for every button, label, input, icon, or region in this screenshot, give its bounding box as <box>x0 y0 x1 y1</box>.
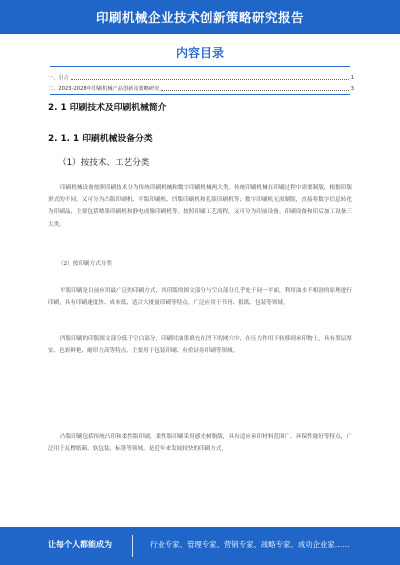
subsection-heading: （1）按技术、工艺分类 <box>58 158 150 168</box>
body-paragraph: 凹版印刷的印版图文部分低于空白部分，印刷时油墨填充在凹下的网穴中，在压力作用下转移到承印物上，具有墨层厚实、色彩鲜艳、耐印力高等特点，主要用于包装印刷、有价证券印刷等领域。 <box>48 336 352 355</box>
toc-top-rule <box>50 66 350 67</box>
page-footer <box>0 527 400 565</box>
toc-item-label: 一、引言 <box>48 75 69 81</box>
toc-item[interactable] <box>48 85 354 92</box>
toc-item[interactable] <box>48 74 354 81</box>
toc-item-label: 二、2023-2028年印刷机械产品创新及策略研究 <box>48 86 160 92</box>
body-paragraph: （2）按印刷方式分类 <box>58 261 112 267</box>
toc-bottom-rule <box>50 94 350 95</box>
body-paragraph: 凸版印刷包括传统凸印和柔性版印刷，柔性版印刷采用感光树脂版，具有适应承印材料范围广、环保性能好等特点，广泛用于瓦楞纸箱、软包装、标签等领域，是近年来发展较快的印刷方式。 <box>48 434 352 453</box>
toc-title: 内容目录 <box>175 46 224 60</box>
footer-divider <box>132 535 133 557</box>
body-paragraph: 平版印刷是目前应用最广泛的印刷方式，其印版的图文部分与空白部分几乎处于同一平面，利用油水不相溶的原理进行印刷，具有印刷速度快、成本低、适合大批量印刷等特点，广泛应用于书刊、报纸、包装等领域。 <box>48 288 352 307</box>
body-paragraph: 印刷机械设备按照印刷技术分为传统印刷机械和数字印刷机械两大类。传统印刷机械在印刷过程中需要制版，根据印版形式的不同，又可分为凸版印刷机、平版印刷机、凹版印刷机和孔版印刷机等；数字印刷机无需制版，直接将数字信息转化为印刷品，主要包括喷墨印刷机和静电成像印刷机等。按照印刷工艺流程，又可分为印前设备、印刷设备和印后加工设备三大类。 <box>48 185 352 228</box>
footer-slogan: 让每个人都能成为 <box>48 540 112 549</box>
toc-item-page: 3 <box>350 86 354 92</box>
toc-leader-dots <box>71 78 349 80</box>
report-title: 印刷机械企业技术创新策略研究报告 <box>95 10 304 25</box>
toc-item-page: 1 <box>350 75 354 81</box>
footer-tagline: 行业专家、管理专家、营销专家、战略专家、成功企业家…… <box>150 540 350 549</box>
report-header <box>0 0 400 34</box>
section-heading-2-1: 2. 1 印刷技术及印刷机械简介 <box>48 103 167 113</box>
section-heading-2-1-1: 2. 1. 1 印刷机械设备分类 <box>48 134 153 144</box>
toc-leader-dots <box>161 89 348 91</box>
